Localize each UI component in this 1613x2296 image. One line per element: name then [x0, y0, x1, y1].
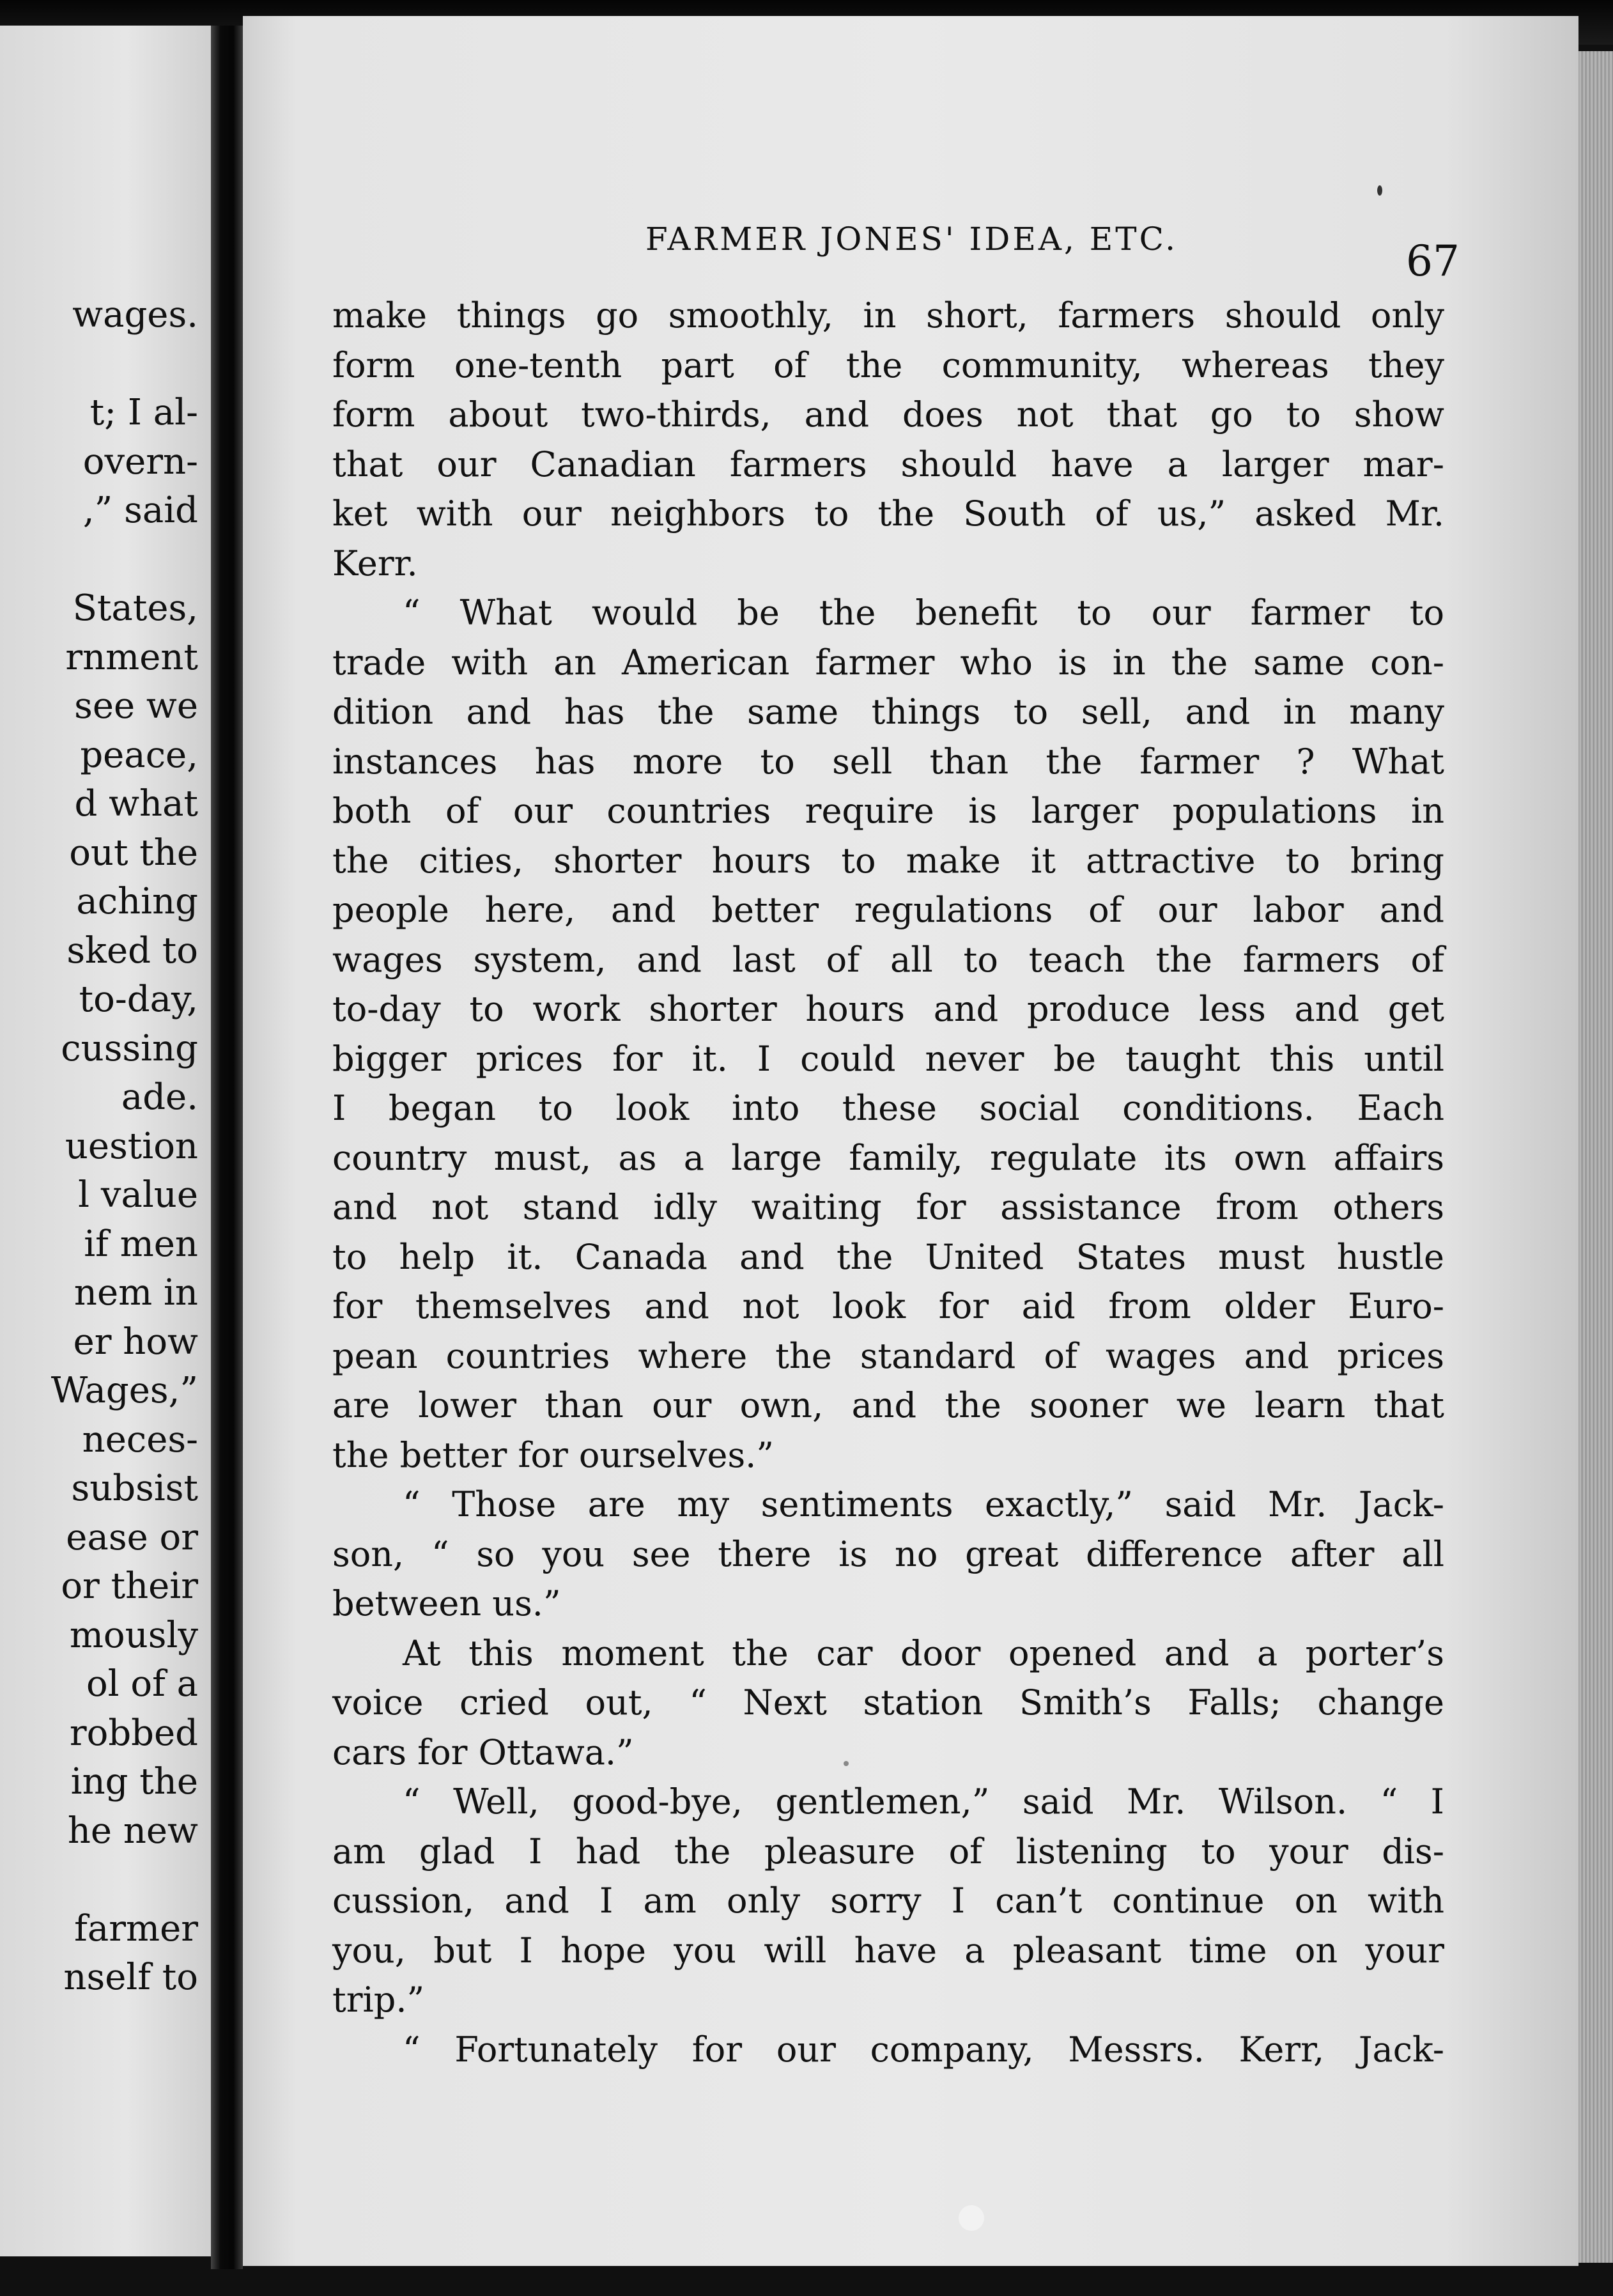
left-facing-page — [0, 26, 211, 2256]
text-line: to-day to work shorter hours and produce less and get — [332, 989, 1444, 1029]
text-line: voice cried out, “ Next station Smith’s Falls; change — [332, 1682, 1444, 1723]
left-line: cussing — [61, 1027, 198, 1069]
scan-speck — [1377, 185, 1382, 196]
left-line: to-day, — [79, 979, 198, 1020]
text-line: “ Those are my sentiments exactly,” said Mr. Jack- — [403, 1484, 1444, 1524]
left-line: er how — [73, 1321, 198, 1363]
left-line: t; I al- — [89, 392, 198, 433]
text-line: make things go smoothly, in short, farmers should only — [332, 295, 1444, 336]
text-line: and not stand idly waiting for assistance from others — [332, 1187, 1444, 1227]
left-line: out the — [69, 832, 198, 874]
text-line: pean countries where the standard of wages and prices — [332, 1335, 1444, 1376]
left-line: see we — [74, 685, 198, 727]
text-line: son, “ so you see there is no great difference after all — [332, 1533, 1444, 1574]
body-text — [332, 291, 1444, 2074]
running-head: FARMER JONES' IDEA, ETC. — [645, 221, 1178, 258]
text-line: form about two-thirds, and does not that go to show — [332, 394, 1444, 435]
left-line: mously — [69, 1614, 198, 1656]
left-line: he new — [67, 1810, 198, 1852]
left-line: farmer — [74, 1907, 198, 1950]
left-line — [0, 536, 198, 585]
text-line: dition and has the same things to sell, and in many — [332, 692, 1444, 732]
left-line: sked to — [66, 929, 198, 972]
text-line: am glad I had the pleasure of listening to your dis- — [332, 1831, 1444, 1872]
left-line: if men — [84, 1223, 198, 1265]
left-line: subsist — [71, 1468, 198, 1509]
left-line: wages. — [72, 294, 198, 336]
text-line: trip.” — [332, 1980, 425, 2020]
text-line: that our Canadian farmers should have a larger mar- — [332, 444, 1444, 485]
text-line: “ Well, good-bye, gentlemen,” said Mr. Wilson. “ I — [403, 1781, 1444, 1822]
left-line: uestion — [65, 1125, 198, 1167]
scan-speck — [959, 2205, 984, 2231]
text-line: the cities, shorter hours to make it attractive to bring — [332, 840, 1444, 881]
left-line: peace, — [80, 734, 198, 776]
text-line: cussion, and I am only sorry I can’t continue on with — [332, 1881, 1444, 1921]
text-line: to help it. Canada and the United States must hustle — [332, 1236, 1444, 1277]
left-line: nem in — [73, 1272, 198, 1314]
left-page-text — [0, 291, 198, 2003]
text-line: between us.” — [332, 1583, 561, 1624]
left-line: neces- — [82, 1418, 198, 1461]
text-line: the better for ourselves.” — [332, 1434, 774, 1475]
text-line: I began to look into these social conditions. Each — [332, 1088, 1444, 1128]
left-line: aching — [76, 881, 198, 922]
text-line: “ Fortunately for our company, Messrs. Kerr, Jack- — [403, 2029, 1444, 2070]
left-line: overn- — [82, 440, 198, 483]
text-line: “ What would be the benefit to our farmer to — [403, 593, 1444, 633]
left-line: nself to — [63, 1957, 198, 1998]
text-line: cars for Ottawa.” — [332, 1732, 634, 1772]
text-line: form one-tenth part of the community, whereas they — [332, 345, 1444, 385]
book-gutter — [211, 26, 243, 2269]
text-line: bigger prices for it. I could never be taught this until — [332, 1038, 1444, 1079]
text-line: are lower than our own, and the sooner we learn that — [332, 1385, 1444, 1425]
left-line — [0, 340, 198, 389]
text-line: trade with an American farmer who is in the same con- — [332, 642, 1444, 683]
scan-speck — [844, 1761, 849, 1766]
left-line: ol of a — [86, 1663, 198, 1705]
text-line: At this moment the car door opened and a porter’s — [403, 1633, 1444, 1673]
left-line: ,” said — [82, 490, 198, 531]
left-line: ing the — [70, 1761, 198, 1803]
text-line: you, but I hope you will have a pleasant time on your — [332, 1930, 1444, 1971]
text-line: instances has more to sell than the farmer ? What — [332, 741, 1444, 782]
left-line — [0, 1856, 198, 1905]
left-line: l value — [78, 1174, 198, 1216]
page-edges — [1578, 51, 1613, 2263]
left-line: d what — [74, 783, 198, 825]
left-line: or their — [61, 1565, 198, 1607]
left-line: robbed — [69, 1712, 198, 1754]
text-line: people here, and better regulations of our labor and — [332, 890, 1444, 930]
page-number: 67 — [1406, 237, 1460, 286]
text-line: country must, as a large family, regulate its own affairs — [332, 1137, 1444, 1178]
text-line: ket with our neighbors to the South of us,” asked Mr. — [332, 493, 1444, 534]
left-line: ease or — [66, 1516, 198, 1558]
left-line: Wages,” — [50, 1370, 198, 1411]
text-line: for themselves and not look for aid from older Euro- — [332, 1286, 1444, 1326]
text-line: both of our countries require is larger populations in — [332, 791, 1444, 831]
left-line: ade. — [121, 1076, 198, 1118]
text-line: Kerr. — [332, 543, 418, 584]
left-line: States, — [72, 587, 198, 629]
left-line: rnment — [65, 636, 198, 678]
text-line: wages system, and last of all to teach the farmers of — [332, 939, 1444, 980]
